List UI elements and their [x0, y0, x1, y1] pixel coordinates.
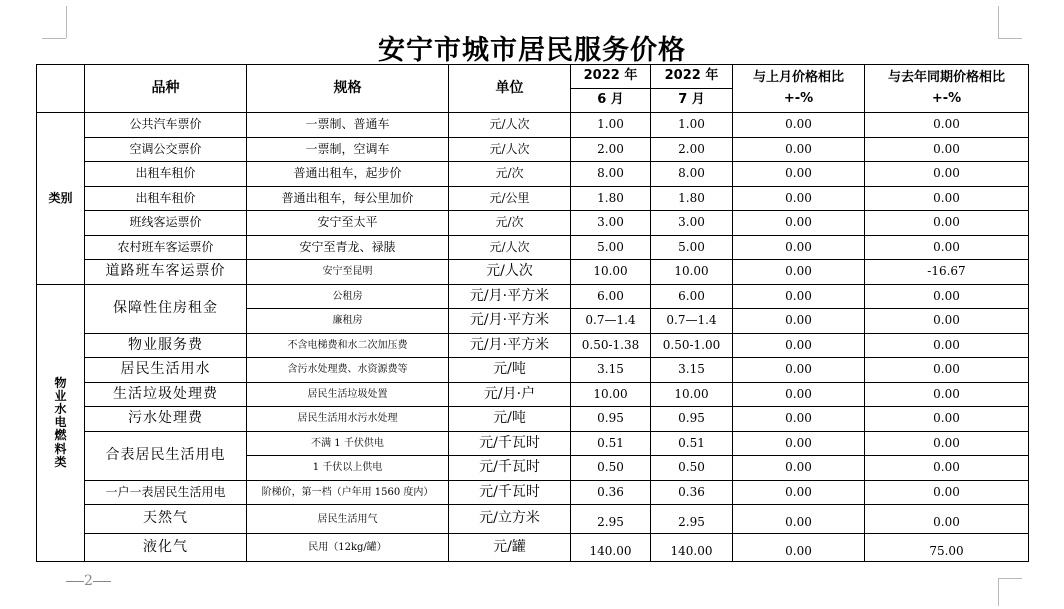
spec-cell: 安宁至昆明 [247, 260, 449, 285]
july-price-cell: 8.00 [651, 162, 733, 187]
july-price-cell: 0.50 [651, 456, 733, 481]
july-price-cell: 0.7—1.4 [651, 309, 733, 334]
june-price-cell: 5.00 [571, 235, 651, 260]
yoy-change-cell: 0.00 [865, 113, 1029, 138]
yoy-change-cell: 0.00 [865, 382, 1029, 407]
item-cell: 班线客运票价 [85, 211, 247, 236]
table-row [37, 284, 1029, 309]
table-row [37, 480, 1029, 505]
item-cell: 生活垃圾处理费 [85, 382, 247, 407]
spec-cell: 公租房 [247, 284, 449, 309]
june-price-cell: 6.00 [571, 284, 651, 309]
yoy-change-cell: 0.00 [865, 407, 1029, 432]
yoy-change-cell: 0.00 [865, 186, 1029, 211]
spec-cell: 居民生活用气 [247, 505, 449, 534]
item-cell: 公共汽车票价 [85, 113, 247, 138]
page-number-dash [93, 581, 111, 582]
spec-cell: 安宁至太平 [247, 211, 449, 236]
unit-cell: 元/次 [449, 211, 571, 236]
june-price-cell: 10.00 [571, 260, 651, 285]
table-row [37, 407, 1029, 432]
table-row [37, 235, 1029, 260]
item-cell: 一户一表居民生活用电 [85, 480, 247, 505]
june-price-cell: 0.51 [571, 431, 651, 456]
june-price-cell: 0.50-1.38 [571, 333, 651, 358]
july-price-cell: 0.95 [651, 407, 733, 432]
mom-change-cell: 0.00 [733, 407, 865, 432]
unit-cell: 元/罐 [449, 534, 571, 562]
july-price-cell: 10.00 [651, 260, 733, 285]
category-label-transport: 类别 [37, 113, 85, 285]
header-yoy [865, 65, 1029, 113]
yoy-change-cell: 0.00 [865, 333, 1029, 358]
table-row [37, 113, 1029, 138]
spec-cell: 居民生活用水污水处理 [247, 407, 449, 432]
mom-change-cell: 0.00 [733, 309, 865, 334]
page-title: 安宁市城市居民服务价格 [378, 35, 686, 66]
header-month-july: 7 月 [651, 89, 733, 113]
header-mom-line2: +-% [783, 90, 814, 106]
page-number [66, 573, 111, 589]
june-price-cell: 2.00 [571, 137, 651, 162]
mom-change-cell: 0.00 [733, 431, 865, 456]
unit-cell: 元/人次 [449, 137, 571, 162]
mom-change-cell: 0.00 [733, 480, 865, 505]
unit-cell: 元/千瓦时 [449, 431, 571, 456]
header-month-june: 6 月 [571, 89, 651, 113]
july-price-cell: 6.00 [651, 284, 733, 309]
mom-change-cell: 0.00 [733, 284, 865, 309]
yoy-change-cell: 0.00 [865, 284, 1029, 309]
spec-cell: 居民生活垃圾处置 [247, 382, 449, 407]
header-year-july: 2022 年 [651, 65, 733, 89]
item-cell: 合表居民生活用电 [85, 431, 247, 480]
july-price-cell: 0.36 [651, 480, 733, 505]
yoy-change-cell: 0.00 [865, 505, 1029, 534]
table-row [37, 534, 1029, 562]
yoy-change-cell: 75.00 [865, 534, 1029, 562]
unit-cell: 元/吨 [449, 358, 571, 383]
yoy-change-cell: 0.00 [865, 358, 1029, 383]
table-row [37, 333, 1029, 358]
table-row [37, 505, 1029, 534]
unit-cell: 元/公里 [449, 186, 571, 211]
header-spec: 规格 [247, 65, 449, 113]
category-char: 业 [54, 388, 67, 403]
header-yoy-line1: 与去年同期价格相比 [887, 70, 1005, 86]
mom-change-cell: 0.00 [733, 260, 865, 285]
crop-mark [998, 578, 999, 606]
category-char: 料 [54, 441, 67, 456]
july-price-cell: 1.00 [651, 113, 733, 138]
item-cell: 居民生活用水 [85, 358, 247, 383]
yoy-change-cell: 0.00 [865, 456, 1029, 481]
page-number-dash [66, 581, 84, 582]
header-mom-line1: 与上月价格相比 [752, 70, 844, 86]
item-cell: 污水处理费 [85, 407, 247, 432]
spec-cell: 民用（12kg/罐） [247, 534, 449, 562]
table-row [37, 431, 1029, 456]
unit-cell: 元/千瓦时 [449, 480, 571, 505]
july-price-cell: 2.95 [651, 505, 733, 534]
unit-cell: 元/月·户 [449, 382, 571, 407]
spec-cell: 阶梯价，第一档（户年用 1560 度内） [247, 480, 449, 505]
mom-change-cell: 0.00 [733, 211, 865, 236]
mom-change-cell: 0.00 [733, 382, 865, 407]
page-number-text: 2 [84, 573, 93, 589]
june-price-cell: 1.80 [571, 186, 651, 211]
yoy-change-cell: 0.00 [865, 162, 1029, 187]
june-price-cell: 3.00 [571, 211, 651, 236]
unit-cell: 元/人次 [449, 260, 571, 285]
yoy-change-cell: -16.67 [865, 260, 1029, 285]
category-char: 水 [54, 401, 67, 416]
category-label-utilities [37, 284, 85, 562]
unit-cell: 元/次 [449, 162, 571, 187]
item-cell: 农村班车客运票价 [85, 235, 247, 260]
item-cell: 道路班车客运票价 [85, 260, 247, 285]
spec-cell: 普通出租车，每公里加价 [247, 186, 449, 211]
unit-cell: 元/人次 [449, 113, 571, 138]
crop-mark [998, 578, 1022, 579]
mom-change-cell: 0.00 [733, 456, 865, 481]
mom-change-cell: 0.00 [733, 358, 865, 383]
june-price-cell: 2.95 [571, 505, 651, 534]
table-row [37, 162, 1029, 187]
header-blank-cell [37, 65, 85, 113]
july-price-cell: 3.00 [651, 211, 733, 236]
category-char: 燃 [54, 428, 67, 443]
july-price-cell: 0.51 [651, 431, 733, 456]
item-cell: 液化气 [85, 534, 247, 562]
table-row [37, 382, 1029, 407]
june-price-cell: 8.00 [571, 162, 651, 187]
spec-cell: 不满 1 千伏供电 [247, 431, 449, 456]
item-cell: 出租车租价 [85, 186, 247, 211]
spec-cell: 廉租房 [247, 309, 449, 334]
mom-change-cell: 0.00 [733, 186, 865, 211]
mom-change-cell: 0.00 [733, 137, 865, 162]
mom-change-cell: 0.00 [733, 113, 865, 138]
unit-cell: 元/月·平方米 [449, 284, 571, 309]
item-cell: 天然气 [85, 505, 247, 534]
yoy-change-cell: 0.00 [865, 480, 1029, 505]
table-row [37, 358, 1029, 383]
july-price-cell: 1.80 [651, 186, 733, 211]
spec-cell: 安宁至青龙、禄脿 [247, 235, 449, 260]
yoy-change-cell: 0.00 [865, 137, 1029, 162]
item-cell: 物业服务费 [85, 333, 247, 358]
item-cell: 保障性住房租金 [85, 284, 247, 333]
june-price-cell: 10.00 [571, 382, 651, 407]
price-table [36, 64, 1029, 562]
header-mom [733, 65, 865, 113]
july-price-cell: 5.00 [651, 235, 733, 260]
table-row [37, 260, 1029, 285]
spec-cell: 普通出租车，起步价 [247, 162, 449, 187]
header-year-june: 2022 年 [571, 65, 651, 89]
july-price-cell: 0.50-1.00 [651, 333, 733, 358]
table-row [37, 211, 1029, 236]
spec-cell: 含污水处理费、水资源费等 [247, 358, 449, 383]
unit-cell: 元/月·平方米 [449, 309, 571, 334]
mom-change-cell: 0.00 [733, 505, 865, 534]
june-price-cell: 3.15 [571, 358, 651, 383]
yoy-change-cell: 0.00 [865, 431, 1029, 456]
category-char: 类 [54, 454, 67, 469]
unit-cell: 元/吨 [449, 407, 571, 432]
june-price-cell: 0.36 [571, 480, 651, 505]
mom-change-cell: 0.00 [733, 333, 865, 358]
july-price-cell: 10.00 [651, 382, 733, 407]
unit-cell: 元/千瓦时 [449, 456, 571, 481]
yoy-change-cell: 0.00 [865, 235, 1029, 260]
june-price-cell: 140.00 [571, 534, 651, 562]
unit-cell: 元/立方米 [449, 505, 571, 534]
category-char: 电 [54, 415, 67, 430]
june-price-cell: 0.95 [571, 407, 651, 432]
mom-change-cell: 0.00 [733, 235, 865, 260]
spec-cell: 一票制，空调车 [247, 137, 449, 162]
mom-change-cell: 0.00 [733, 162, 865, 187]
yoy-change-cell: 0.00 [865, 211, 1029, 236]
category-char: 物 [54, 375, 67, 390]
june-price-cell: 1.00 [571, 113, 651, 138]
june-price-cell: 0.7—1.4 [571, 309, 651, 334]
header-yoy-line2: +-% [931, 90, 962, 106]
table-row [37, 137, 1029, 162]
mom-change-cell: 0.00 [733, 534, 865, 562]
unit-cell: 元/人次 [449, 235, 571, 260]
item-cell: 空调公交票价 [85, 137, 247, 162]
item-cell: 出租车租价 [85, 162, 247, 187]
june-price-cell: 0.50 [571, 456, 651, 481]
header-unit: 单位 [449, 65, 571, 113]
july-price-cell: 140.00 [651, 534, 733, 562]
table-row [37, 186, 1029, 211]
july-price-cell: 2.00 [651, 137, 733, 162]
unit-cell: 元/月·平方米 [449, 333, 571, 358]
spec-cell: 不含电梯费和水二次加压费 [247, 333, 449, 358]
spec-cell: 一票制、普通车 [247, 113, 449, 138]
july-price-cell: 3.15 [651, 358, 733, 383]
header-item: 品种 [85, 65, 247, 113]
spec-cell: 1 千伏以上供电 [247, 456, 449, 481]
header-row [37, 65, 1029, 89]
yoy-change-cell: 0.00 [865, 309, 1029, 334]
